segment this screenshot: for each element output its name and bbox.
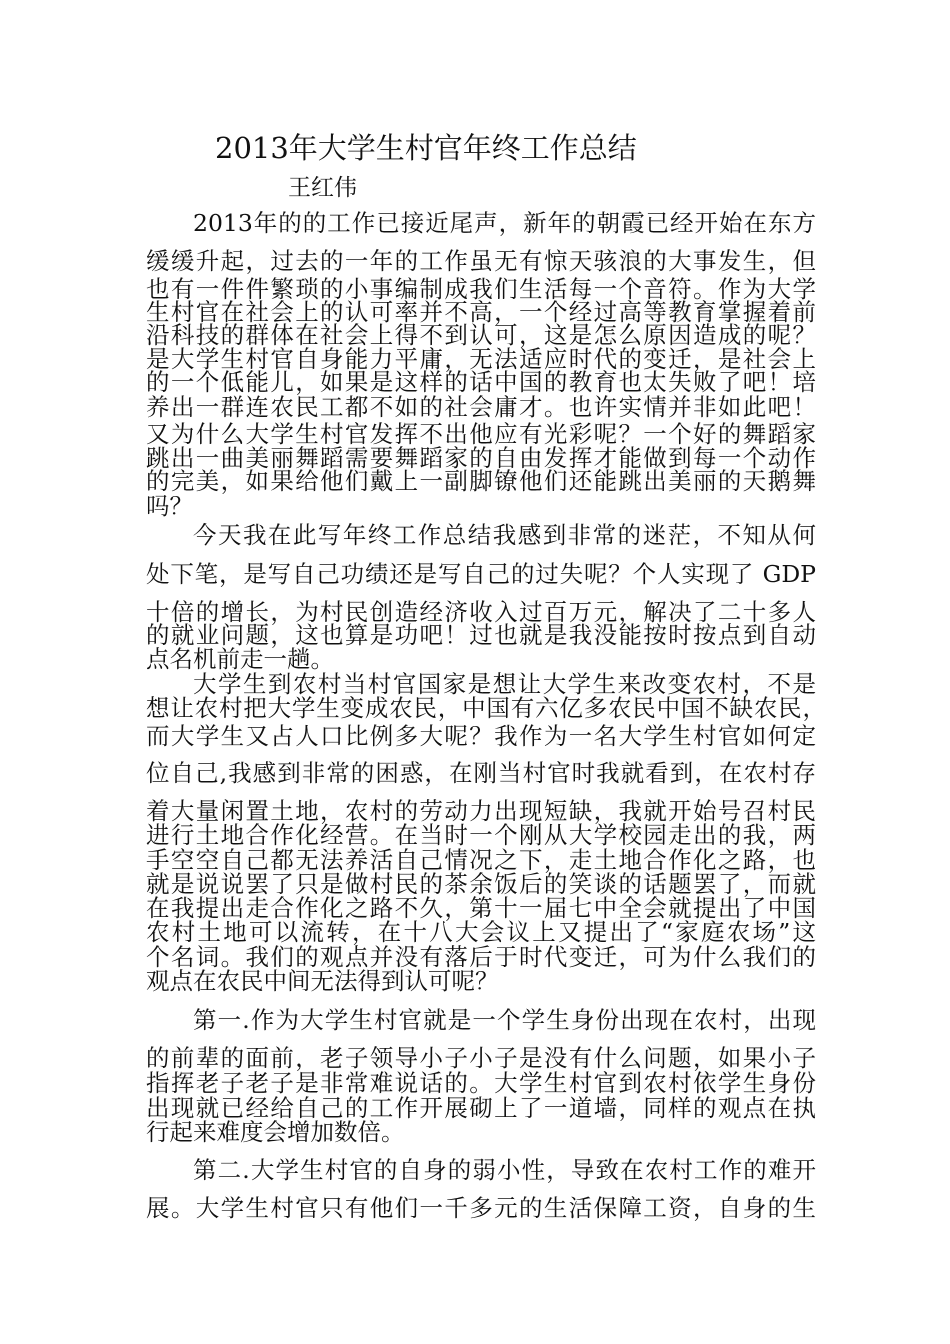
- text-line: 跳出一曲美丽舞蹈需要舞蹈家的自由发挥才能做到每一个动作: [146, 444, 816, 472]
- text-line: 指挥老子老子是非常难说话的。大学生村官到农村依学生身份: [146, 1069, 816, 1097]
- text-line: 沿科技的群体在社会上得不到认可，这是怎么原因造成的呢？: [146, 321, 816, 349]
- text-line: 养出一群连农民工都不如的社会庸才。也许实情并非如此吧！: [146, 393, 816, 421]
- text-line: 大学生到农村当村官国家是想让大学生来改变农村，不是: [193, 670, 816, 698]
- text-line: 又为什么大学生村官发挥不出他应有光彩呢？一个好的舞蹈家: [146, 420, 816, 448]
- text-line: 进行土地合作化经营。在当时一个刚从大学校园走出的我，两: [146, 821, 816, 849]
- text-line: 生村官在社会上的认可率并不高，一个经过高等教育掌握着前: [146, 298, 816, 326]
- text-line: 位自己,我感到非常的困惑，在刚当村官时我就看到，在农村存: [146, 759, 816, 787]
- text-line: 十倍的增长，为村民创造经济收入过百万元，解决了二十多人: [146, 598, 816, 626]
- text-line: 今天我在此写年终工作总结我感到非常的迷茫，不知从何: [193, 521, 816, 549]
- text-line: 的前辈的面前，老子领导小子小子是没有什么问题，如果小子: [146, 1044, 816, 1072]
- text-line: 想让农村把大学生变成农民，中国有六亿多农民中国不缺农民，: [146, 694, 826, 722]
- document-title: 2013年大学生村官年终工作总结: [215, 131, 637, 165]
- text-line: 农村土地可以流转，在十八大会议上又提出了“家庭农场”这: [146, 918, 816, 946]
- text-line: 展。大学生村官只有他们一千多元的生活保障工资，自身的生: [146, 1194, 816, 1222]
- text-line: 处下笔，是写自己功绩还是写自己的过失呢？个人实现了 GDP: [146, 560, 816, 588]
- text-line: 也有一件件繁琐的小事编制成我们生活每一个音符。作为大学: [146, 275, 816, 303]
- text-line: 的一个低能儿，如果是这样的话中国的教育也太失败了吧！培: [146, 368, 816, 396]
- text-line: 2013年的的工作已接近尾声，新年的朝霞已经开始在东方: [193, 209, 816, 237]
- text-line: 是大学生村官自身能力平庸，无法适应时代的变迁，是社会上: [146, 345, 816, 373]
- text-line: 缓缓升起，过去的一年的工作虽无有惊天骇浪的大事发生，但: [146, 247, 816, 275]
- text-line: 吗？: [146, 492, 193, 520]
- text-line: 而大学生又占人口比例多大呢？我作为一名大学生村官如何定: [146, 722, 816, 750]
- text-line: 在我提出走合作化之路不久，第十一届七中全会就提出了中国: [146, 894, 816, 922]
- text-line: 出现就已经给自己的工作开展砌上了一道墙，同样的观点在执: [146, 1094, 816, 1122]
- text-line: 个名词。我们的观点并没有落后于时代变迁，可为什么我们的: [146, 943, 816, 971]
- text-line: 观点在农民中间无法得到认可呢？: [146, 967, 499, 995]
- text-line: 就是说说罢了只是做村民的茶余饭后的笑谈的话题罢了，而就: [146, 870, 816, 898]
- text-line: 行起来难度会增加数倍。: [146, 1118, 405, 1146]
- text-line: 点名机前走一趟。: [146, 645, 334, 673]
- text-line: 的就业问题，这也算是功吧！过也就是我没能按时按点到自动: [146, 621, 816, 649]
- text-line: 第一.作为大学生村官就是一个学生身份出现在农村，出现: [193, 1006, 816, 1034]
- text-line: 的完美，如果给他们戴上一副脚镣他们还能跳出美丽的天鹅舞: [146, 467, 816, 495]
- text-line: 第二.大学生村官的自身的弱小性，导致在农村工作的难开: [193, 1156, 816, 1184]
- text-line: 手空空自己都无法养活自己情况之下，走土地合作化之路，也: [146, 846, 816, 874]
- document-author: 王红伟: [288, 175, 357, 201]
- text-line: 着大量闲置土地，农村的劳动力出现短缺，我就开始号召村民: [146, 797, 816, 825]
